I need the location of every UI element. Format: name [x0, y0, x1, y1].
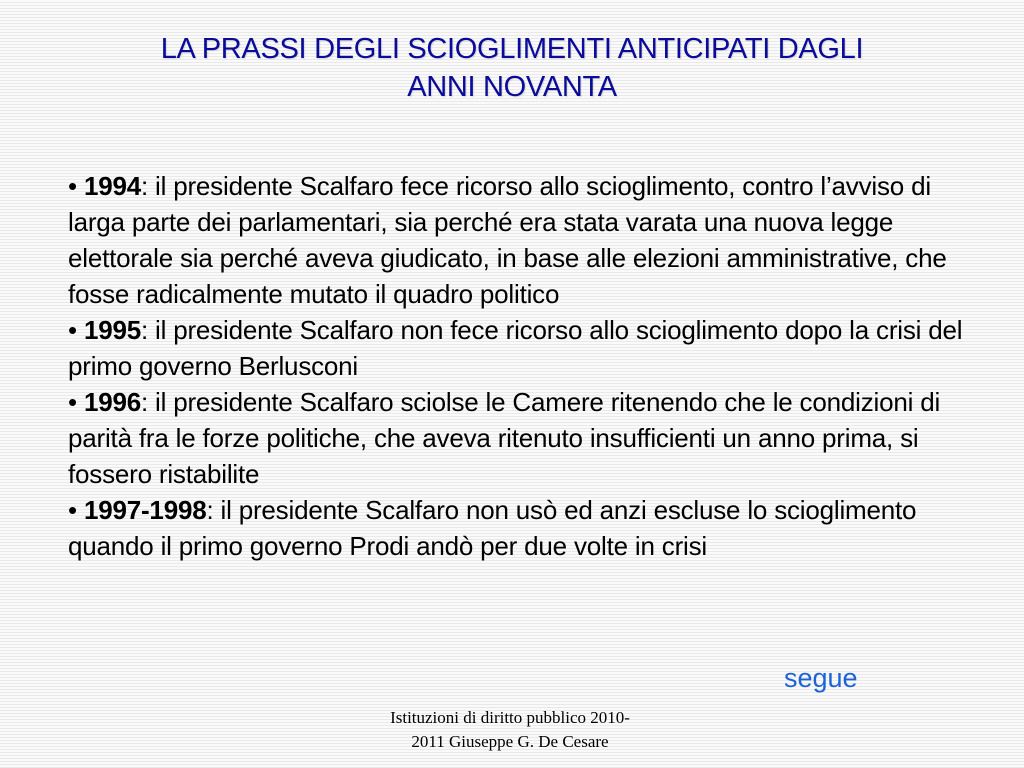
footer-line-1: Istituzioni di diritto pubblico 2010-: [390, 708, 630, 727]
bullet-item-1994: [68, 168, 973, 312]
bullet-text: : il presidente Scalfaro non fece ricorso allo scioglimento dopo la crisi del primo governo Berlusconi: [68, 315, 963, 381]
footer-line-2: 2011 Giuseppe G. De Cesare: [411, 732, 609, 751]
bullet-text: : il presidente Scalfaro sciolse le Camere ritenendo che le condizioni di parità fra le forze politiche, che aveva ritenuto insufficienti un anno prima, si fossero ristabilite: [68, 387, 941, 489]
slide-title-line-2: ANNI NOVANTA: [407, 71, 617, 103]
bullet-text: : il presidente Scalfaro non usò ed anzi escluse lo scioglimento quando il primo governo Prodi andò per due volte in crisi: [68, 495, 917, 561]
bullet-marker: •: [68, 171, 77, 201]
bullet-marker: •: [68, 495, 77, 525]
bullet-item-1997-1998: [68, 492, 973, 564]
bullet-year: 1995: [83, 315, 141, 345]
slide-title-line-1: LA PRASSI DEGLI SCIOGLIMENTI ANTICIPATI DAGLI: [160, 33, 864, 65]
bullet-marker: •: [68, 387, 77, 417]
bullet-marker: •: [68, 315, 77, 345]
bullet-year: 1996: [83, 387, 141, 417]
slide-footer: [330, 706, 690, 754]
next-slide-link[interactable]: segue: [784, 663, 858, 693]
bullet-item-1995: [68, 312, 973, 384]
bullet-list: [68, 168, 973, 564]
bullet-item-1996: [68, 384, 973, 492]
bullet-text: : il presidente Scalfaro fece ricorso allo scioglimento, contro l’avviso di larga parte dei parlamentari, sia perché era stata varata una nuova legge elettorale sia perché aveva giudicato, in base alle elezioni amministrative, che fosse radicalmente mutato il quadro politico: [68, 171, 947, 309]
bullet-year: 1994: [83, 171, 141, 201]
bullet-year: 1997-1998: [83, 495, 207, 525]
slide-title: [60, 30, 964, 106]
